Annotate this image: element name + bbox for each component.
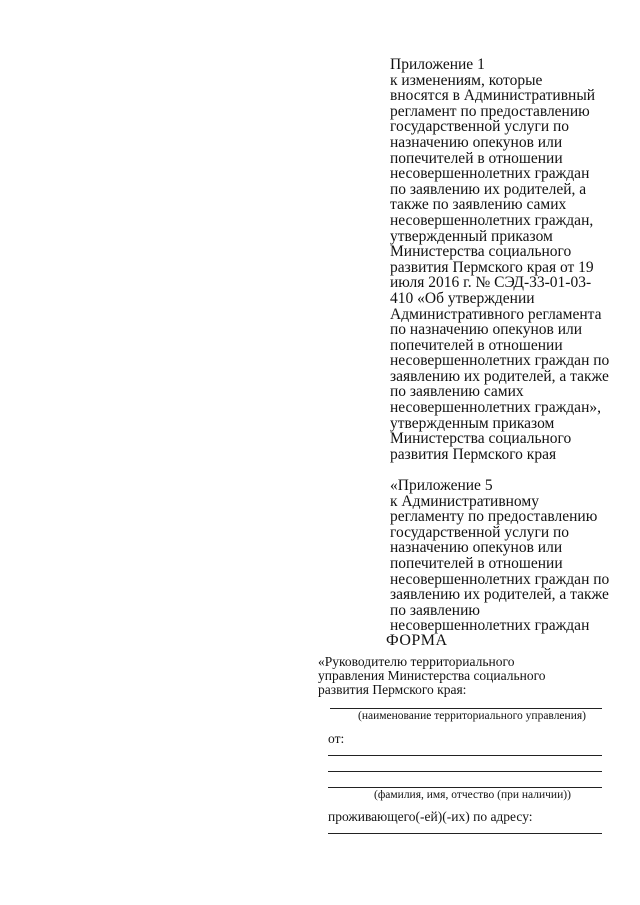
addressee-block [318, 655, 546, 696]
territorial-office-caption: (наименование территориального управления) [358, 710, 586, 722]
appendix-1-text-line: по назначению опекунов или [390, 321, 583, 339]
appendix-1-text-line: развития Пермского края от 19 [390, 258, 594, 276]
appendix-5-text-line: по заявлению [390, 601, 480, 619]
appendix-1-text-line: к изменениям, которые [390, 71, 543, 89]
appendix-1-text-line: развития Пермского края [390, 445, 557, 463]
appendix-5-text-line: регламенту по предоставлению [390, 508, 598, 526]
from-label: от: [328, 731, 345, 746]
appendix-5-text-line: государственной услуги по [390, 523, 570, 541]
appendix-1-text-line: вносятся в Административный [390, 87, 596, 105]
appendix-1-text-line: Приложение 1 [390, 56, 485, 73]
address-line [328, 833, 602, 834]
form-title: ФОРМА [386, 632, 448, 649]
appendix-5-text-line: к Административному [390, 492, 539, 510]
appendix-5-text-line: заявлению их родителей, а также [390, 586, 609, 604]
appendix-5-text-line: назначению опекунов или [390, 539, 563, 557]
appendix-1-text-line: назначению опекунов или [390, 133, 563, 151]
appendix-5-text-line: несовершеннолетних граждан [390, 617, 590, 635]
applicant-name-line-1 [328, 755, 602, 756]
appendix-1-text-line: несовершеннолетних граждан [390, 165, 590, 183]
fio-caption: (фамилия, имя, отчество (при наличии)) [374, 789, 571, 801]
appendix-1-text-line: Министерства социального [390, 243, 572, 261]
appendix-1-text-line: регламент по предоставлению [390, 102, 590, 120]
appendix-1-text-line: Министерства социального [390, 430, 572, 448]
appendix-1-text-line: попечителей в отношении [390, 149, 563, 167]
appendix-1-text-line: заявлению их родителей, а также [390, 367, 609, 385]
addressee-text-line: развития Пермского края: [318, 681, 467, 697]
appendix-5-header [390, 478, 609, 634]
appendix-1-text-line: по заявлению их родителей, а [390, 180, 587, 198]
appendix-1-text-line: государственной услуги по [390, 118, 570, 136]
appendix-5-text-line: попечителей в отношении [390, 554, 563, 572]
residing-address-label: проживающего(-ей)(-их) по адресу: [328, 809, 533, 824]
appendix-1-text-line: утвержденный приказом [390, 227, 553, 245]
appendix-1-text-line: попечителей в отношении [390, 336, 563, 354]
appendix-5-text-line: «Приложение 5 [390, 477, 493, 494]
addressee-text-line: «Руководителю территориального [318, 654, 515, 669]
appendix-1-text-line: по заявлению самих [390, 383, 524, 401]
appendix-1-text-line: 410 «Об утверждении [390, 289, 535, 307]
appendix-1-text-line: утвержденным приказом [390, 414, 555, 432]
appendix-1-text-line: несовершеннолетних граждан», [390, 399, 601, 417]
appendix-5-text-line: несовершеннолетних граждан по [390, 570, 610, 588]
territorial-office-line [330, 708, 602, 709]
applicant-name-line-2 [328, 771, 602, 772]
appendix-1-text-line: июля 2016 г. № СЭД-33-01-03- [390, 274, 592, 292]
appendix-1-text-line: несовершеннолетних граждан по [390, 352, 610, 370]
applicant-name-line-3 [328, 787, 602, 788]
addressee-text-line: управления Министерства социального [318, 667, 546, 683]
appendix-1-text-line: Административного регламента [390, 305, 602, 323]
appendix-1-text-line: несовершеннолетних граждан, [390, 211, 594, 229]
appendix-1-header [390, 57, 609, 462]
appendix-1-text-line: также по заявлению самих [390, 196, 567, 214]
